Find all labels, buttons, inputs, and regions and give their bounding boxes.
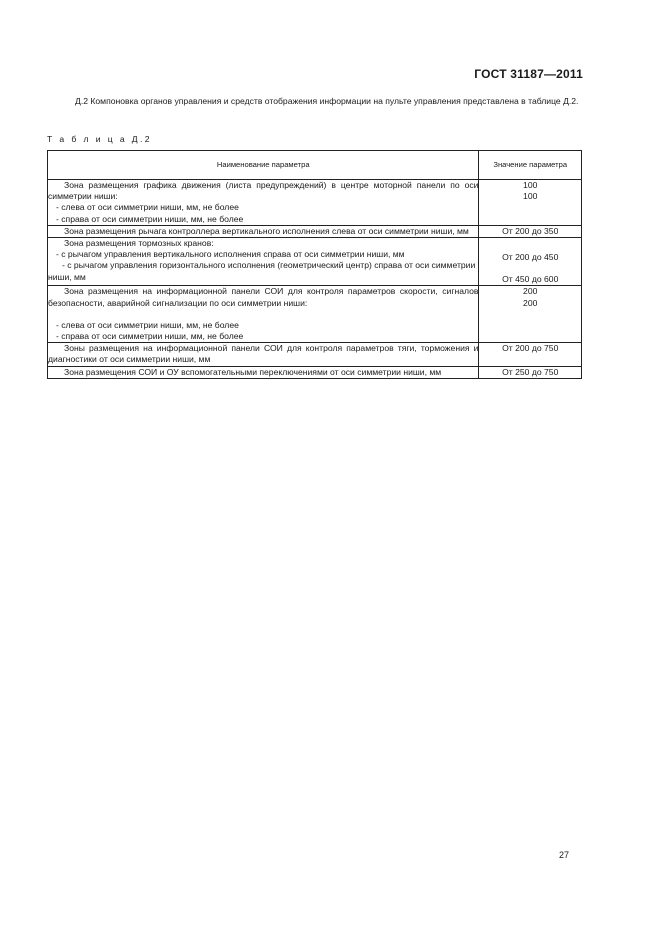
param-value-cell: [479, 366, 582, 378]
column-header-name: Наименование параметра: [48, 151, 479, 180]
param-name-cell: [48, 238, 479, 286]
table-row: [48, 238, 582, 286]
param-title: Зона размещения тормозных кранов:: [64, 238, 214, 249]
param-item: - с рычагом управления вертикального исполнения справа от оси симметрии ниши, мм: [56, 249, 405, 260]
table-header-row: [48, 151, 582, 180]
param-title: Зона размещения рычага контроллера вертикального исполнения слева от оси симметрии ниши, мм: [64, 225, 469, 236]
spacer: [48, 309, 478, 320]
param-value: От 250 до 750: [502, 366, 559, 377]
param-value: 200: [523, 297, 538, 308]
param-value: 200: [523, 286, 538, 297]
param-title: Зона размещения СОИ и ОУ вспомогательными переключениями от оси симметрии ниши, мм: [64, 366, 442, 377]
intro-paragraph: Д.2 Компоновка органов управления и средств отображения информации на пульте управления представлена в таблице Д.2.: [75, 96, 579, 106]
table-row: [48, 343, 582, 366]
param-value-cell: [479, 343, 582, 366]
table-row: [48, 180, 582, 226]
param-value: От 200 до 450: [502, 252, 559, 263]
param-item: - слева от оси симметрии ниши, мм, не более: [56, 319, 239, 330]
param-item: - слева от оси симметрии ниши, мм, не более: [56, 202, 239, 213]
column-header-value: Значение параметра: [479, 151, 582, 180]
param-value-cell: [479, 286, 582, 343]
param-title: Зоны размещения на информационной панели СОИ для контроля параметров тяги, торможения и диагностики от оси симметрии ниши, мм: [48, 343, 479, 365]
param-value: 100: [523, 191, 538, 202]
param-value-cell: [479, 238, 582, 286]
param-value: От 200 до 350: [502, 225, 559, 236]
param-name-cell: [48, 343, 479, 366]
param-value-cell: [479, 225, 582, 237]
param-item: - справа от оси симметрии ниши, мм, не более: [56, 331, 244, 342]
param-title: Зона размещения на информационной панели СОИ для контроля параметров скорости, сигналов безопасности, аварийной сигнализации по оси симметрии ниши:: [48, 286, 479, 308]
parameters-table: [47, 150, 582, 379]
param-value: От 200 до 750: [502, 343, 559, 354]
table-row: [48, 225, 582, 237]
param-value: 100: [523, 180, 538, 190]
param-item: - с рычагом управления горизонтального исполнения (геометрический центр) справа от оси симметрии ниши, мм: [48, 260, 476, 282]
param-name-cell: [48, 286, 479, 343]
standard-number: ГОСТ 31187—2011: [474, 67, 583, 81]
param-item: - справа от оси симметрии ниши, мм, не более: [56, 213, 244, 224]
table-row: [48, 366, 582, 378]
param-name-cell: [48, 366, 479, 378]
param-value-cell: [479, 180, 582, 226]
table-row: [48, 286, 582, 343]
table-caption: Т а б л и ц а Д.2: [47, 134, 152, 144]
param-value: От 450 до 600: [502, 274, 559, 285]
param-title: Зона размещения графика движения (листа предупреждений) в центре моторной панели по оси симметрии ниши:: [48, 180, 479, 202]
param-name-cell: [48, 180, 479, 226]
page-number: 27: [558, 850, 569, 860]
param-name-cell: [48, 225, 479, 237]
